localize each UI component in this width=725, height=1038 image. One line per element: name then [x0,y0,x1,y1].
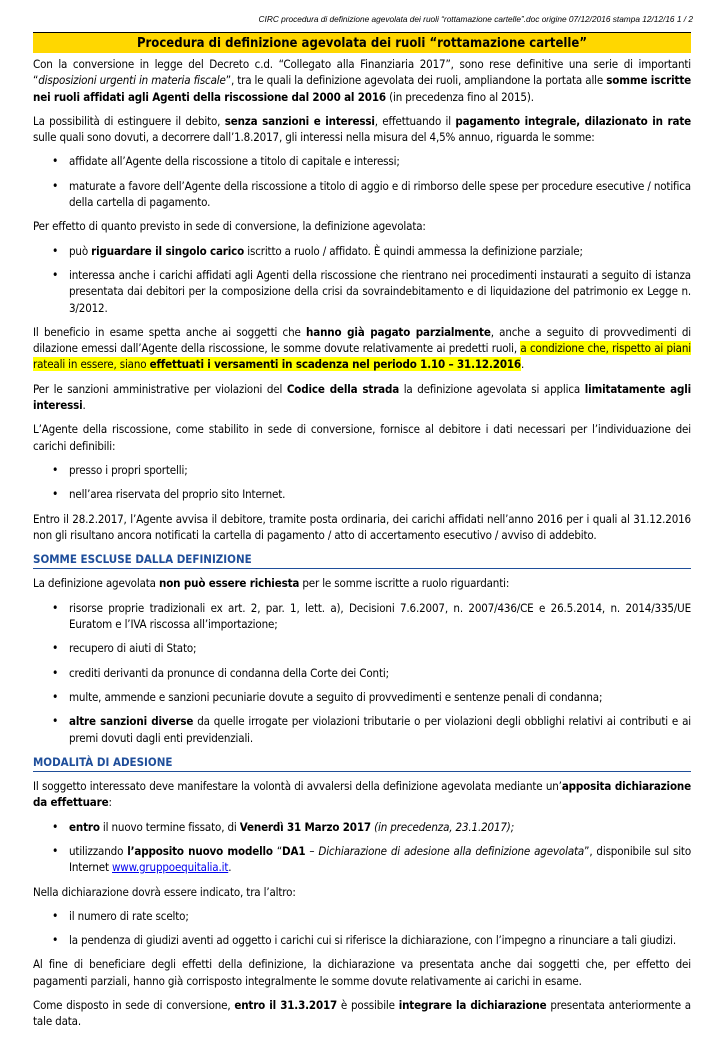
benefit-paragraph: Il beneficio in esame spetta anche ai soggetti che hanno già pagato parzialmente, anche a seguito di provvedimenti di dilazione emessi dall’Agente della riscossione, le somme dovute relativamente ai predetti ruoli, a condizione che, rispetto ai piani rateali in essere, siano effettuati i versamenti in scadenza nel periodo 1.10 – 31.12.2016. [33,324,692,372]
debt-paragraph: La possibilità di estinguere il debito, senza sanzioni e interessi, effettuando il pagamento integrale, dilazionato in rate sulle quali sono dovuti, a decorrere dall’1.8.2017, gli interessi nella misura del 4,5% annuo, riguarda le somme: [33,113,691,145]
adhesion-paragraph: Il soggetto interessato deve manifestare la volontà di avvalersi della definizione agevolata mediante un’apposita dichiarazione da effettuare: [33,779,691,810]
integration-paragraph: Come disposto in sede di conversione, entro il 31.3.2017 è possibile integrare la dichiarazione presentata anteriormente a tale data. [33,998,691,1029]
list-item: • la pendenza di giudizi aventi ad oggetto i carichi cui si riferisce la dichiarazione, con l’impegno a rinunciare a tali giudizi. [52,933,676,948]
definition-list [33,243,691,316]
bullet-icon: • [52,714,59,729]
bullet-icon: • [52,819,59,834]
list-item: • presso i propri sportelli; [52,462,188,477]
bullet-icon: • [52,665,59,680]
excluded-list [33,600,691,746]
list-item: • utilizzando l’apposito nuovo modello “DA1 – Dichiarazione di adesione alla definizione agevolata”, disponibile sul sito Internet www.gruppoequitalia.it. [52,843,692,875]
list-item: • entro il nuovo termine fissato, di Venerdì 31 Marzo 2017 (in precedenza, 23.1.2017); [52,819,515,834]
effect-paragraph: Per effetto di quanto previsto in sede di conversione, la definizione agevolata: [33,219,426,234]
list-item: • maturate a favore dell’Agente della riscossione a titolo di aggio e di rimborso delle spese per procedure esecutive / notifica della cartella di pagamento. [52,178,691,210]
list-item: • può riguardare il singolo carico iscritto a ruolo / affidato. È quindi ammessa la definizione parziale; [52,243,583,258]
adhesion-list [33,819,691,876]
bullet-icon: • [52,267,59,282]
intro-paragraph: Con la conversione in legge del Decreto c.d. “Collegato alla Finanziaria 2017”, sono rese definitive una serie di importanti “disposizioni urgenti in materia fiscale”, tra le quali la definizione agevolata dei ruoli, ampliandone la portata alle somme iscritte nei ruoli affidati agli Agenti della riscossione dal 2000 al 2016 (in precedenza fino al 2015). [33,57,691,104]
bullet-icon: • [52,243,59,258]
benefit-effects-paragraph: Al fine di beneficiare degli effetti della definizione, la dichiarazione va presentata anche dai soggetti che, per effetto dei pagamenti parziali, hanno già corrisposto integralmente le somme dovute relativamente ai carichi in esame. [33,957,691,988]
sums-list [33,153,691,210]
declaration-list [33,908,691,949]
list-item: • crediti derivanti da pronunce di condanna della Corte dei Conti; [52,665,389,680]
agent-paragraph: L’Agente della riscossione, come stabilito in sede di conversione, fornisce al debitore i dati necessari per l’individuazione dei carichi definibili: [33,422,691,453]
bullet-icon: • [52,487,59,502]
sanctions-paragraph: Per le sanzioni amministrative per violazioni del Codice della strada la definizione agevolata si applica limitatamente agli interessi. [33,381,691,413]
list-item: • interessa anche i carichi affidati agli Agenti della riscossione che rientrano nei procedimenti instaurati a seguito di istanza presentata dai debitori per la composizione della crisi da sovraindebitamento e di liquidazione del patrimonio ex Legge n. 3/2012. [52,267,691,315]
channels-list [33,462,691,503]
bullet-icon: • [52,178,59,193]
section-heading-excluded: SOMME ESCLUSE DALLA DEFINIZIONE [33,551,691,569]
document-header: CIRC procedura di definizione agevolata dei ruoli “rottamazione cartelle”.doc origine 07/12/2016 stampa 12/12/16 1 / 2 [258,14,693,24]
bullet-icon: • [52,689,59,704]
bullet-icon: • [52,843,59,858]
bullet-icon: • [52,154,59,169]
website-link[interactable]: www.gruppoequitalia.it [112,860,229,875]
document-page [33,32,691,1038]
list-item: • nell’area riservata del proprio sito Internet. [52,487,286,502]
bullet-icon: • [52,462,59,477]
bullet-icon: • [52,641,59,656]
highlighted-text: a condizione che, rispetto ai piani rateali in essere, siano effettuati i versamenti in scadenza nel periodo 1.10 – 31.12.2016 [33,341,691,372]
list-item: • risorse proprie tradizionali ex art. 2, par. 1, lett. a), Decisioni 7.6.2007, n. 2007/436/CE e 26.5.2014, n. 2014/335/UE Euratom e l’IVA riscossa all’importazione; [52,600,691,632]
bullet-icon: • [52,933,59,948]
list-item: • altre sanzioni diverse da quelle irrogate per violazioni tributarie o per violazioni degli obblighi relativi ai contributi e ai premi dovuti dagli enti previdenziali. [52,714,692,745]
list-item: • recupero di aiuti di Stato; [52,641,197,656]
list-item: • multe, ammende e sanzioni pecuniarie dovute a seguito di provvedimenti e sentenze penali di condanna; [52,689,603,704]
list-item: • il numero di rate scelto; [52,908,189,923]
notice-paragraph: Entro il 28.2.2017, l’Agente avvisa il debitore, tramite posta ordinaria, dei carichi affidati nell’anno 2016 per i quali al 31.12.2016 non gli risultano ancora notificati la cartella di pagamento / atto di accertamento esecutivo / avviso di addebito. [33,511,691,542]
declaration-paragraph: Nella dichiarazione dovrà essere indicato, tra l’altro: [33,884,296,899]
excluded-paragraph: La definizione agevolata non può essere richiesta per le somme iscritte a ruolo riguardanti: [33,576,510,591]
section-heading-adhesion: MODALITÀ DI ADESIONE [33,754,691,772]
bullet-icon: • [52,908,59,923]
bullet-icon: • [52,600,59,615]
list-item: • affidate all’Agente della riscossione a titolo di capitale e interessi; [52,154,400,169]
page-title: Procedura di definizione agevolata dei ruoli “rottamazione cartelle” [33,32,691,53]
